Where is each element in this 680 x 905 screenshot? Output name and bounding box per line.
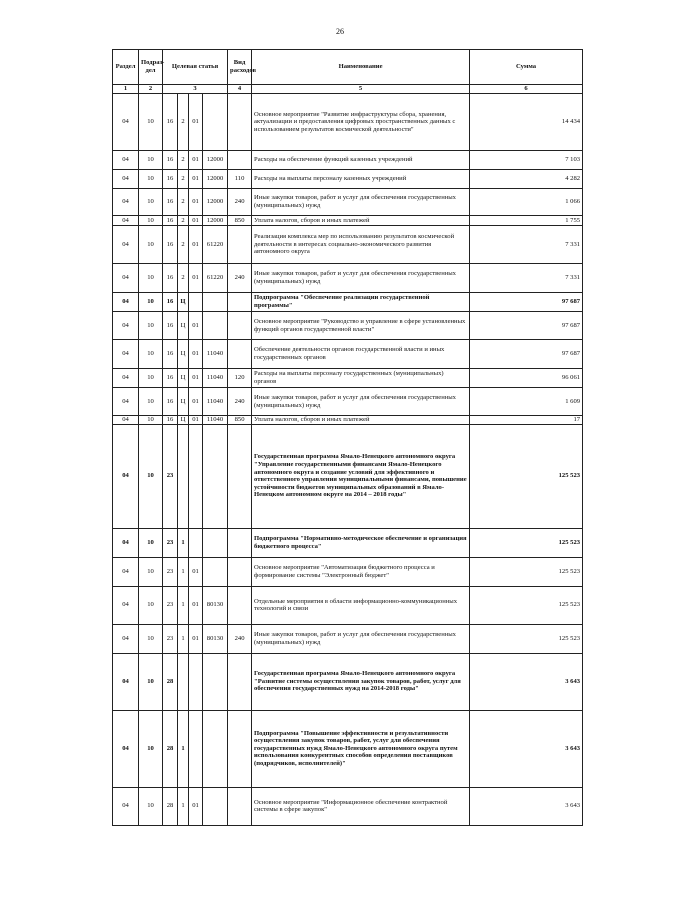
- expense-type-code: [228, 710, 252, 787]
- program-code: 16: [163, 293, 178, 312]
- expense-type-code: [228, 94, 252, 151]
- event-code: 01: [189, 787, 203, 825]
- program-code: 23: [163, 624, 178, 653]
- program-code: 23: [163, 557, 178, 586]
- direction-code: [203, 653, 228, 710]
- subprogram-code: [178, 653, 189, 710]
- direction-code: [203, 787, 228, 825]
- section-code: 04: [113, 369, 139, 388]
- expense-type-code: [228, 528, 252, 557]
- expense-type-code: [228, 293, 252, 312]
- item-name: Иные закупки товаров, работ и услуг для обеспечения государственных (муниципальных) нужд: [252, 388, 470, 416]
- program-code: 28: [163, 787, 178, 825]
- subprogram-code: Ц: [178, 369, 189, 388]
- event-code: [189, 710, 203, 787]
- table-row: [113, 189, 583, 216]
- table-row: [113, 416, 583, 425]
- subprogram-code: 1: [178, 624, 189, 653]
- subsection-code: 10: [139, 293, 163, 312]
- header-name: Наименование: [252, 50, 470, 85]
- section-code: 04: [113, 424, 139, 528]
- subsection-code: 10: [139, 226, 163, 264]
- direction-code: [203, 424, 228, 528]
- column-number: 2: [139, 85, 163, 94]
- table-row: [113, 293, 583, 312]
- program-code: 28: [163, 710, 178, 787]
- header-podrazdel: Подраз-дел: [139, 50, 163, 85]
- section-code: 04: [113, 586, 139, 624]
- header-target-item: Целевая статья: [163, 50, 228, 85]
- subprogram-code: 2: [178, 216, 189, 226]
- subsection-code: 10: [139, 586, 163, 624]
- event-code: 01: [189, 226, 203, 264]
- subprogram-code: Ц: [178, 388, 189, 416]
- section-code: 04: [113, 710, 139, 787]
- subsection-code: 10: [139, 369, 163, 388]
- item-name: Подпрограмма "Повышение эффективности и результативности осуществления закупок товаров, работ, услуг для обеспечения государственных нужд Ямало-Ненецкого автономного округа путем использования конкурентных способов определения поставщиков (подрядчиков, исполнителей)": [252, 710, 470, 787]
- page-number: 26: [336, 27, 344, 36]
- section-code: 04: [113, 189, 139, 216]
- table-row: [113, 787, 583, 825]
- event-code: 01: [189, 416, 203, 425]
- section-code: 04: [113, 151, 139, 170]
- subsection-code: 10: [139, 416, 163, 425]
- subprogram-code: 1: [178, 710, 189, 787]
- subprogram-code: Ц: [178, 340, 189, 369]
- section-code: 04: [113, 94, 139, 151]
- section-code: 04: [113, 416, 139, 425]
- program-code: 16: [163, 170, 178, 189]
- item-sum: 96 061: [470, 369, 583, 388]
- item-sum: 14 434: [470, 94, 583, 151]
- item-name: Иные закупки товаров, работ и услуг для обеспечения государственных (муниципальных) нужд: [252, 264, 470, 293]
- program-code: 16: [163, 312, 178, 340]
- direction-code: [203, 557, 228, 586]
- direction-code: [203, 293, 228, 312]
- subprogram-code: Ц: [178, 416, 189, 425]
- program-code: 16: [163, 416, 178, 425]
- item-sum: 4 282: [470, 170, 583, 189]
- item-sum: 7 331: [470, 264, 583, 293]
- subsection-code: 10: [139, 312, 163, 340]
- table-row: [113, 312, 583, 340]
- item-sum: 97 687: [470, 293, 583, 312]
- direction-code: 80130: [203, 586, 228, 624]
- expense-type-code: 240: [228, 388, 252, 416]
- header-sum: Сумма: [470, 50, 583, 85]
- item-name: Реализация комплекса мер по использованию результатов космической деятельности в интересах социально-экономического развития автономного округа: [252, 226, 470, 264]
- table-row: [113, 226, 583, 264]
- subsection-code: 10: [139, 653, 163, 710]
- event-code: 01: [189, 624, 203, 653]
- expense-type-code: 850: [228, 416, 252, 425]
- subprogram-code: 1: [178, 528, 189, 557]
- item-sum: 125 523: [470, 624, 583, 653]
- expense-type-code: [228, 586, 252, 624]
- item-sum: 3 643: [470, 653, 583, 710]
- item-name: Государственная программа Ямало-Ненецкого автономного округа "Развитие системы осуществления закупок товаров, работ, услуг для обеспечения государственных нужд на 2014-2018 годы": [252, 653, 470, 710]
- event-code: 01: [189, 388, 203, 416]
- subprogram-code: 2: [178, 170, 189, 189]
- event-code: 01: [189, 340, 203, 369]
- item-sum: 125 523: [470, 424, 583, 528]
- item-name: Расходы на обеспечение функций казенных учреждений: [252, 151, 470, 170]
- direction-code: 12000: [203, 189, 228, 216]
- subprogram-code: [178, 424, 189, 528]
- item-sum: 3 643: [470, 710, 583, 787]
- subsection-code: 10: [139, 94, 163, 151]
- program-code: 23: [163, 528, 178, 557]
- subprogram-code: Ц: [178, 312, 189, 340]
- section-code: 04: [113, 653, 139, 710]
- item-sum: 125 523: [470, 528, 583, 557]
- header-expense-type: Вид расходов: [228, 50, 252, 85]
- direction-code: [203, 528, 228, 557]
- section-code: 04: [113, 528, 139, 557]
- subprogram-code: Ц: [178, 293, 189, 312]
- event-code: 01: [189, 189, 203, 216]
- item-name: Подпрограмма "Нормативно-методическое обеспечение и организация бюджетного процесса": [252, 528, 470, 557]
- column-number: 4: [228, 85, 252, 94]
- table-row: [113, 94, 583, 151]
- direction-code: 12000: [203, 216, 228, 226]
- event-code: 01: [189, 216, 203, 226]
- table-row: [113, 369, 583, 388]
- program-code: 16: [163, 388, 178, 416]
- direction-code: 11040: [203, 340, 228, 369]
- direction-code: [203, 312, 228, 340]
- item-name: Уплата налогов, сборов и иных платежей: [252, 216, 470, 226]
- item-name: Иные закупки товаров, работ и услуг для обеспечения государственных (муниципальных) нужд: [252, 189, 470, 216]
- section-code: 04: [113, 557, 139, 586]
- subsection-code: 10: [139, 216, 163, 226]
- direction-code: 12000: [203, 170, 228, 189]
- table-row: [113, 424, 583, 528]
- table-row: [113, 170, 583, 189]
- subsection-code: 10: [139, 787, 163, 825]
- table-row: [113, 340, 583, 369]
- item-sum: 125 523: [470, 557, 583, 586]
- section-code: 04: [113, 264, 139, 293]
- expense-type-code: [228, 226, 252, 264]
- expense-type-code: [228, 340, 252, 369]
- program-code: 23: [163, 424, 178, 528]
- section-code: 04: [113, 624, 139, 653]
- item-name: Иные закупки товаров, работ и услуг для обеспечения государственных (муниципальных) нужд: [252, 624, 470, 653]
- event-code: 01: [189, 312, 203, 340]
- item-name: Подпрограмма "Обеспечение реализации государственной программы": [252, 293, 470, 312]
- table-row: [113, 653, 583, 710]
- section-code: 04: [113, 787, 139, 825]
- item-sum: 97 687: [470, 312, 583, 340]
- subprogram-code: 2: [178, 189, 189, 216]
- subsection-code: 10: [139, 340, 163, 369]
- event-code: [189, 653, 203, 710]
- item-name: Основное мероприятие "Развитие инфраструктуры сбора, хранения, актуализации и предоставления цифровых пространственных данных с использованием результатов космической деятельности": [252, 94, 470, 151]
- event-code: [189, 424, 203, 528]
- direction-code: 61220: [203, 226, 228, 264]
- subprogram-code: 2: [178, 226, 189, 264]
- table-row: [113, 586, 583, 624]
- event-code: 01: [189, 264, 203, 293]
- event-code: 01: [189, 170, 203, 189]
- event-code: [189, 528, 203, 557]
- item-sum: 1 066: [470, 189, 583, 216]
- expense-type-code: 240: [228, 624, 252, 653]
- table-row: [113, 151, 583, 170]
- expense-type-code: [228, 424, 252, 528]
- subprogram-code: 1: [178, 787, 189, 825]
- table-row: [113, 264, 583, 293]
- event-code: [189, 293, 203, 312]
- direction-code: 80130: [203, 624, 228, 653]
- program-code: 16: [163, 189, 178, 216]
- subsection-code: 10: [139, 388, 163, 416]
- direction-code: 11040: [203, 416, 228, 425]
- expense-type-code: [228, 653, 252, 710]
- subsection-code: 10: [139, 528, 163, 557]
- section-code: 04: [113, 388, 139, 416]
- table-row: [113, 528, 583, 557]
- item-name: Обеспечение деятельности органов государственной власти и иных государственных органов: [252, 340, 470, 369]
- item-sum: 7 331: [470, 226, 583, 264]
- section-code: 04: [113, 340, 139, 369]
- item-sum: 17: [470, 416, 583, 425]
- table-row: [113, 710, 583, 787]
- item-name: Основное мероприятие "Руководство и управление в сфере установленных функций органов государственной власти": [252, 312, 470, 340]
- item-name: Расходы на выплаты персоналу казенных учреждений: [252, 170, 470, 189]
- item-sum: 1 609: [470, 388, 583, 416]
- program-code: 16: [163, 94, 178, 151]
- item-name: Основное мероприятие "Автоматизация бюджетного процесса и формирование системы "Электронный бюджет": [252, 557, 470, 586]
- item-sum: 3 643: [470, 787, 583, 825]
- subsection-code: 10: [139, 557, 163, 586]
- column-number: 1: [113, 85, 139, 94]
- event-code: 01: [189, 151, 203, 170]
- column-number: 5: [252, 85, 470, 94]
- direction-code: [203, 94, 228, 151]
- column-number: 3: [163, 85, 228, 94]
- program-code: 28: [163, 653, 178, 710]
- expense-type-code: [228, 151, 252, 170]
- expense-type-code: [228, 787, 252, 825]
- table-row: [113, 624, 583, 653]
- item-name: Государственная программа Ямало-Ненецкого автономного округа "Управление государственными финансами Ямало-Ненецкого автономного округа и создание условий для эффективного и ответственного управления муниципальными финансами, повышение устойчивости бюджетов муниципальных образований в Ямало-Ненецком автономном округе на 2014 – 2018 годы": [252, 424, 470, 528]
- item-name: Расходы на выплаты персоналу государственных (муниципальных) органов: [252, 369, 470, 388]
- header-razdel: Раздел: [113, 50, 139, 85]
- item-name: Уплата налогов, сборов и иных платежей: [252, 416, 470, 425]
- budget-table: [112, 49, 583, 826]
- program-code: 16: [163, 340, 178, 369]
- expense-type-code: 110: [228, 170, 252, 189]
- item-name: Отдельные мероприятия в области информационно-коммуникационных технологий и связи: [252, 586, 470, 624]
- subsection-code: 10: [139, 710, 163, 787]
- item-sum: 125 523: [470, 586, 583, 624]
- program-code: 23: [163, 586, 178, 624]
- direction-code: 12000: [203, 151, 228, 170]
- subprogram-code: 1: [178, 586, 189, 624]
- table-row: [113, 557, 583, 586]
- direction-code: 11040: [203, 369, 228, 388]
- subsection-code: 10: [139, 424, 163, 528]
- subprogram-code: 2: [178, 151, 189, 170]
- event-code: 01: [189, 586, 203, 624]
- section-code: 04: [113, 293, 139, 312]
- subprogram-code: 2: [178, 264, 189, 293]
- program-code: 16: [163, 151, 178, 170]
- subprogram-code: 2: [178, 94, 189, 151]
- direction-code: 61220: [203, 264, 228, 293]
- expense-type-code: 240: [228, 189, 252, 216]
- section-code: 04: [113, 312, 139, 340]
- subsection-code: 10: [139, 264, 163, 293]
- item-name: Основное мероприятие "Информационное обеспечение контрактной системы в сфере закупок": [252, 787, 470, 825]
- subsection-code: 10: [139, 189, 163, 216]
- section-code: 04: [113, 216, 139, 226]
- subsection-code: 10: [139, 170, 163, 189]
- program-code: 16: [163, 216, 178, 226]
- item-sum: 1 755: [470, 216, 583, 226]
- column-number: 6: [470, 85, 583, 94]
- expense-type-code: [228, 312, 252, 340]
- event-code: 01: [189, 369, 203, 388]
- program-code: 16: [163, 369, 178, 388]
- program-code: 16: [163, 226, 178, 264]
- table-row: [113, 216, 583, 226]
- expense-type-code: 240: [228, 264, 252, 293]
- section-code: 04: [113, 170, 139, 189]
- subsection-code: 10: [139, 624, 163, 653]
- expense-type-code: 120: [228, 369, 252, 388]
- direction-code: 11040: [203, 388, 228, 416]
- section-code: 04: [113, 226, 139, 264]
- program-code: 16: [163, 264, 178, 293]
- table-row: [113, 388, 583, 416]
- direction-code: [203, 710, 228, 787]
- item-sum: 97 687: [470, 340, 583, 369]
- event-code: 01: [189, 94, 203, 151]
- expense-type-code: 850: [228, 216, 252, 226]
- expense-type-code: [228, 557, 252, 586]
- subprogram-code: 1: [178, 557, 189, 586]
- subsection-code: 10: [139, 151, 163, 170]
- event-code: 01: [189, 557, 203, 586]
- item-sum: 7 103: [470, 151, 583, 170]
